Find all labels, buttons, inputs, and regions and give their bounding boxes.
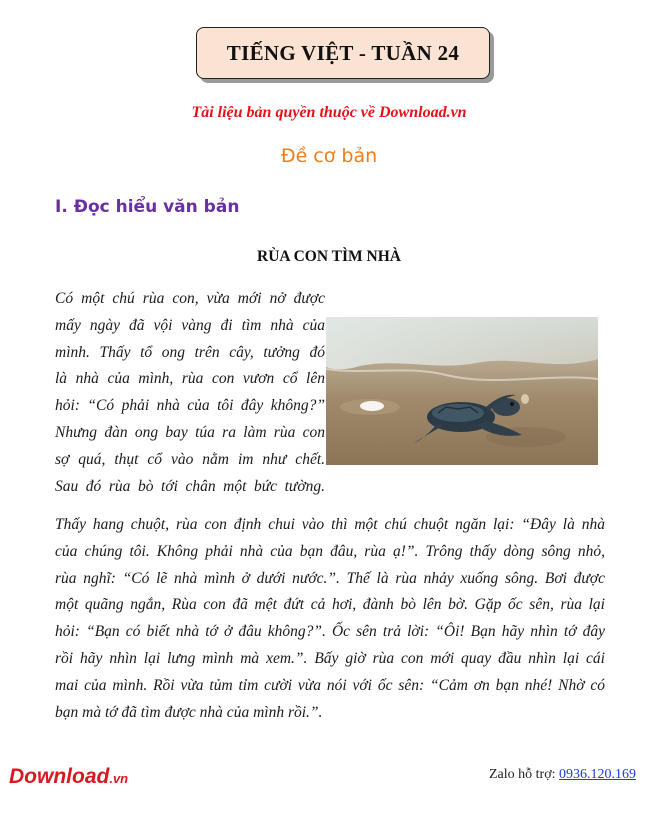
zalo-label: Zalo hỗ trợ: — [489, 767, 559, 782]
story-line: mình. Thấy tổ ong trên cây, tưởng đó — [55, 343, 325, 361]
logo-suffix: .vn — [109, 771, 129, 786]
section-heading: I. Đọc hiểu văn bản — [55, 197, 240, 217]
zalo-support — [489, 767, 636, 783]
zalo-phone-link[interactable]: 0936.120.169 — [559, 767, 636, 782]
story-line: hỏi: “Bạn có biết nhà tớ ở đâu không?”. Ốc sên trả lời: “Ôi! Bạn hãy nhìn tớ đây — [55, 623, 605, 641]
download-logo[interactable] — [9, 765, 128, 789]
story-line: hỏi: “Có phải nhà của tôi đây không?” — [55, 397, 325, 415]
story-line: một quãng ngắn, Rùa con đã mệt đứt cả hơi, đành bò lên bờ. Gặp ốc sên, rùa lại — [55, 596, 605, 614]
story-line: bạn mà tớ đã tìm được nhà của mình rồi.”. — [55, 703, 323, 721]
subtitle: Đề cơ bản — [280, 145, 378, 167]
logo-main: Download — [9, 765, 110, 788]
story-line: mấy ngày đã vội vàng đi tìm nhà của — [55, 316, 325, 334]
story-line: mai của mình. Rồi vừa tủm tỉm cười vừa nói với ốc sên: “Cảm ơn bạn nhé! Nhờ có — [55, 676, 605, 694]
story-line: rùa nghĩ: “Có lẽ nhà mình ở dưới nước.”. Thế là rùa nhảy xuống sông. Bơi được — [55, 569, 605, 587]
story-line: Có một chú rùa con, vừa mới nở được — [55, 290, 325, 307]
turtle-photo — [326, 317, 598, 465]
story-line: rồi hãy nhìn lại lưng mình mà xem.”. Bấy giờ rùa con mới quay đầu nhìn lại cái — [55, 649, 605, 667]
story-line: Nhưng đàn ong bay túa ra làm rùa con — [55, 423, 325, 441]
story-line: sợ quá, thụt cổ vào nằm im như chết. — [55, 450, 325, 468]
story-line: Thấy hang chuột, rùa con định chui vào thì một chú chuột ngăn lại: “Đây là nhà — [55, 516, 605, 533]
story-line: là nhà của mình, rùa con vươn cổ lên — [55, 370, 325, 388]
story-text-full-width — [55, 512, 605, 726]
copyright-notice: Tài liệu bản quyền thuộc về Download.vn — [191, 104, 467, 121]
page-title: TIẾNG VIỆT - TUẦN 24 — [226, 40, 460, 65]
story-line: của chúng tôi. Không phải nhà của bạn đâu, rùa ạ!”. Trông thấy dòng sông nhỏ, — [55, 542, 605, 560]
story-title: RÙA CON TÌM NHÀ — [257, 248, 401, 265]
story-text-beside-image — [55, 286, 325, 500]
title-box — [196, 27, 490, 79]
story-line: Sau đó rùa bò tới chân một bức tường. — [55, 477, 325, 495]
